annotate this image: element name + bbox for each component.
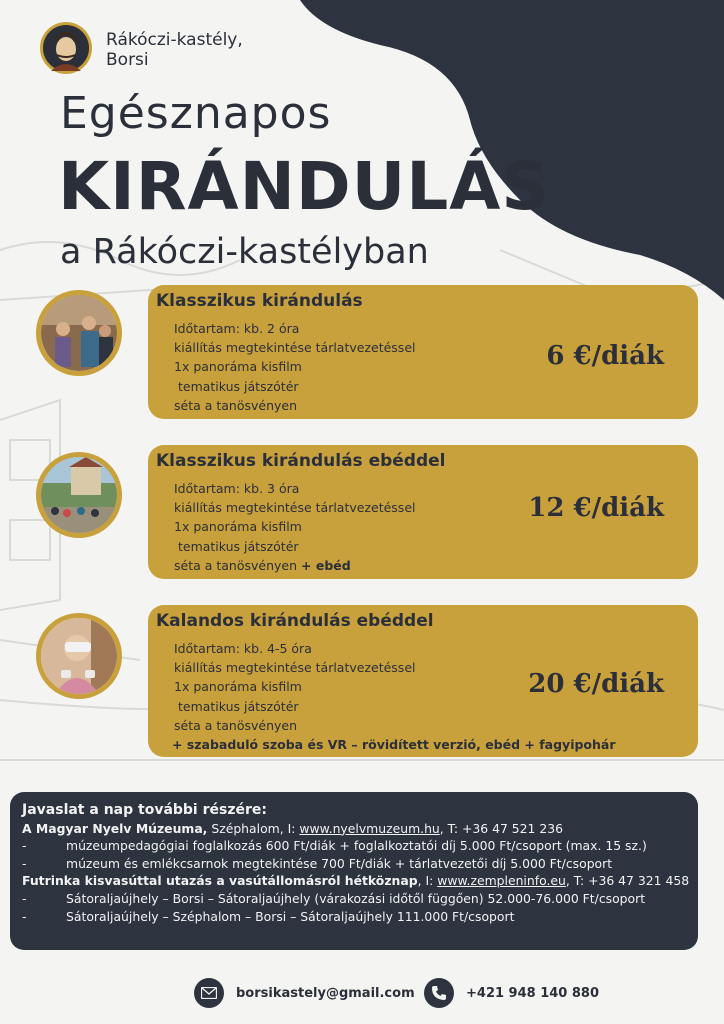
footer-phone[interactable] — [424, 978, 599, 1008]
detail-line: séta a tanösvényen — [174, 717, 298, 733]
rakoczi-portrait-logo — [40, 22, 92, 74]
list-item — [22, 890, 689, 908]
museum-phone: , T: +36 47 521 236 — [439, 820, 564, 836]
museum-item-text: múzeumpedagógiai foglalkozás 600 Ft/diák + foglalkoztatói díj 5.000 Ft/csoport (max. 15 sz.) — [66, 838, 647, 854]
detail-line: kiállítás megtekintése tárlatvezetéssel — [174, 500, 416, 516]
detail-extra: + szabaduló szoba és VR – rövidített verzió, ebéd + fagyipohár — [172, 737, 616, 753]
train-name: Futrinka kisvasúttal utazás a vasútállomásról hétköznap — [22, 873, 418, 889]
detail-extra: + ebéd — [301, 557, 351, 573]
suggestions-panel — [10, 792, 698, 950]
detail-line: kiállítás megtekintése tárlatvezetéssel — [174, 340, 416, 356]
email-address[interactable]: borsikastely@gmail.com — [236, 985, 415, 1001]
museum-item-text: múzeum és emlékcsarnok megtekintése 700 Ft/diák + tárlatvezetői díj 5.000 Ft/csoport — [66, 855, 613, 871]
portrait-icon — [43, 25, 89, 71]
detail-line: tematikus játszótér — [174, 698, 299, 714]
price-label: 12 €/diák — [528, 493, 664, 523]
list-item — [22, 908, 689, 926]
train-item-text: Sátoraljaújhely – Borsi – Sátoraljaújhely (várakozási időtől függően) 52.000-76.000 Ft/csoport — [66, 890, 646, 906]
detail-line: Időtartam: kb. 3 óra — [174, 481, 300, 496]
card-title: Kalandos kirándulás ebéddel — [156, 611, 434, 631]
tour-card-classic — [148, 285, 698, 419]
museum-name: A Magyar Nyelv Múzeuma, — [22, 820, 208, 836]
footer-email[interactable] — [194, 978, 415, 1008]
bullet-dash: - — [22, 838, 27, 854]
bullet-dash: - — [22, 908, 27, 924]
courtyard-photo — [36, 452, 122, 538]
price-label: 20 €/diák — [528, 669, 664, 699]
tour-card-classic-lunch — [148, 445, 698, 579]
tour-card-adventure — [148, 605, 698, 757]
train-info-prefix: , I: — [417, 873, 438, 889]
detail-line: séta a tanösvényen — [174, 397, 298, 413]
detail-line: Időtartam: kb. 2 óra — [174, 321, 300, 336]
brand-line-1: Rákóczi-kastély, — [106, 30, 243, 50]
envelope-icon — [194, 978, 224, 1008]
heading-top: Egésznapos — [60, 88, 332, 139]
bullet-dash: - — [22, 855, 27, 871]
brand-line-2: Borsi — [106, 50, 149, 70]
train-line — [22, 872, 689, 890]
group-visit-photo — [36, 290, 122, 376]
brand-name — [106, 30, 243, 70]
museum-location: Széphalom, I: — [207, 820, 300, 836]
bullet-dash: - — [22, 890, 27, 906]
suggestions-title: Javaslat a nap további részére: — [22, 802, 267, 818]
heading-main: KIRÁNDULÁS — [58, 148, 550, 225]
train-item-text: Sátoraljaújhely – Széphalom – Borsi – Sátoraljaújhely 111.000 Ft/csoport — [66, 908, 515, 924]
museum-website-link[interactable]: www.nyelvmuzeum.hu — [299, 820, 440, 836]
card-details — [174, 479, 416, 575]
detail-line: Időtartam: kb. 4-5 óra — [174, 641, 312, 656]
museum-line — [22, 820, 689, 838]
detail-line: 1x panoráma kisfilm — [174, 519, 302, 535]
list-item — [22, 837, 689, 855]
detail-text: séta a tanösvényen — [174, 557, 298, 573]
card-details — [174, 319, 416, 415]
detail-line — [174, 556, 416, 575]
list-item — [22, 855, 689, 873]
detail-line: kiállítás megtekintése tárlatvezetéssel — [174, 660, 416, 676]
phone-icon — [424, 978, 454, 1008]
price-label: 6 €/diák — [546, 341, 664, 371]
detail-line: 1x panoráma kisfilm — [174, 359, 302, 375]
detail-line: 1x panoráma kisfilm — [174, 679, 302, 695]
card-title: Klasszikus kirándulás — [156, 291, 363, 311]
train-website-link[interactable]: www.zempleninfo.eu — [437, 873, 566, 889]
detail-line: tematikus játszótér — [174, 538, 299, 554]
vr-headset-photo — [36, 613, 122, 699]
train-phone: , T: +36 47 321 458 — [565, 873, 690, 889]
heading-sub: a Rákóczi-kastélyban — [60, 232, 429, 272]
phone-number[interactable]: +421 948 140 880 — [466, 985, 600, 1001]
card-title: Klasszikus kirándulás ebéddel — [156, 451, 446, 471]
detail-line: tematikus játszótér — [174, 378, 299, 394]
